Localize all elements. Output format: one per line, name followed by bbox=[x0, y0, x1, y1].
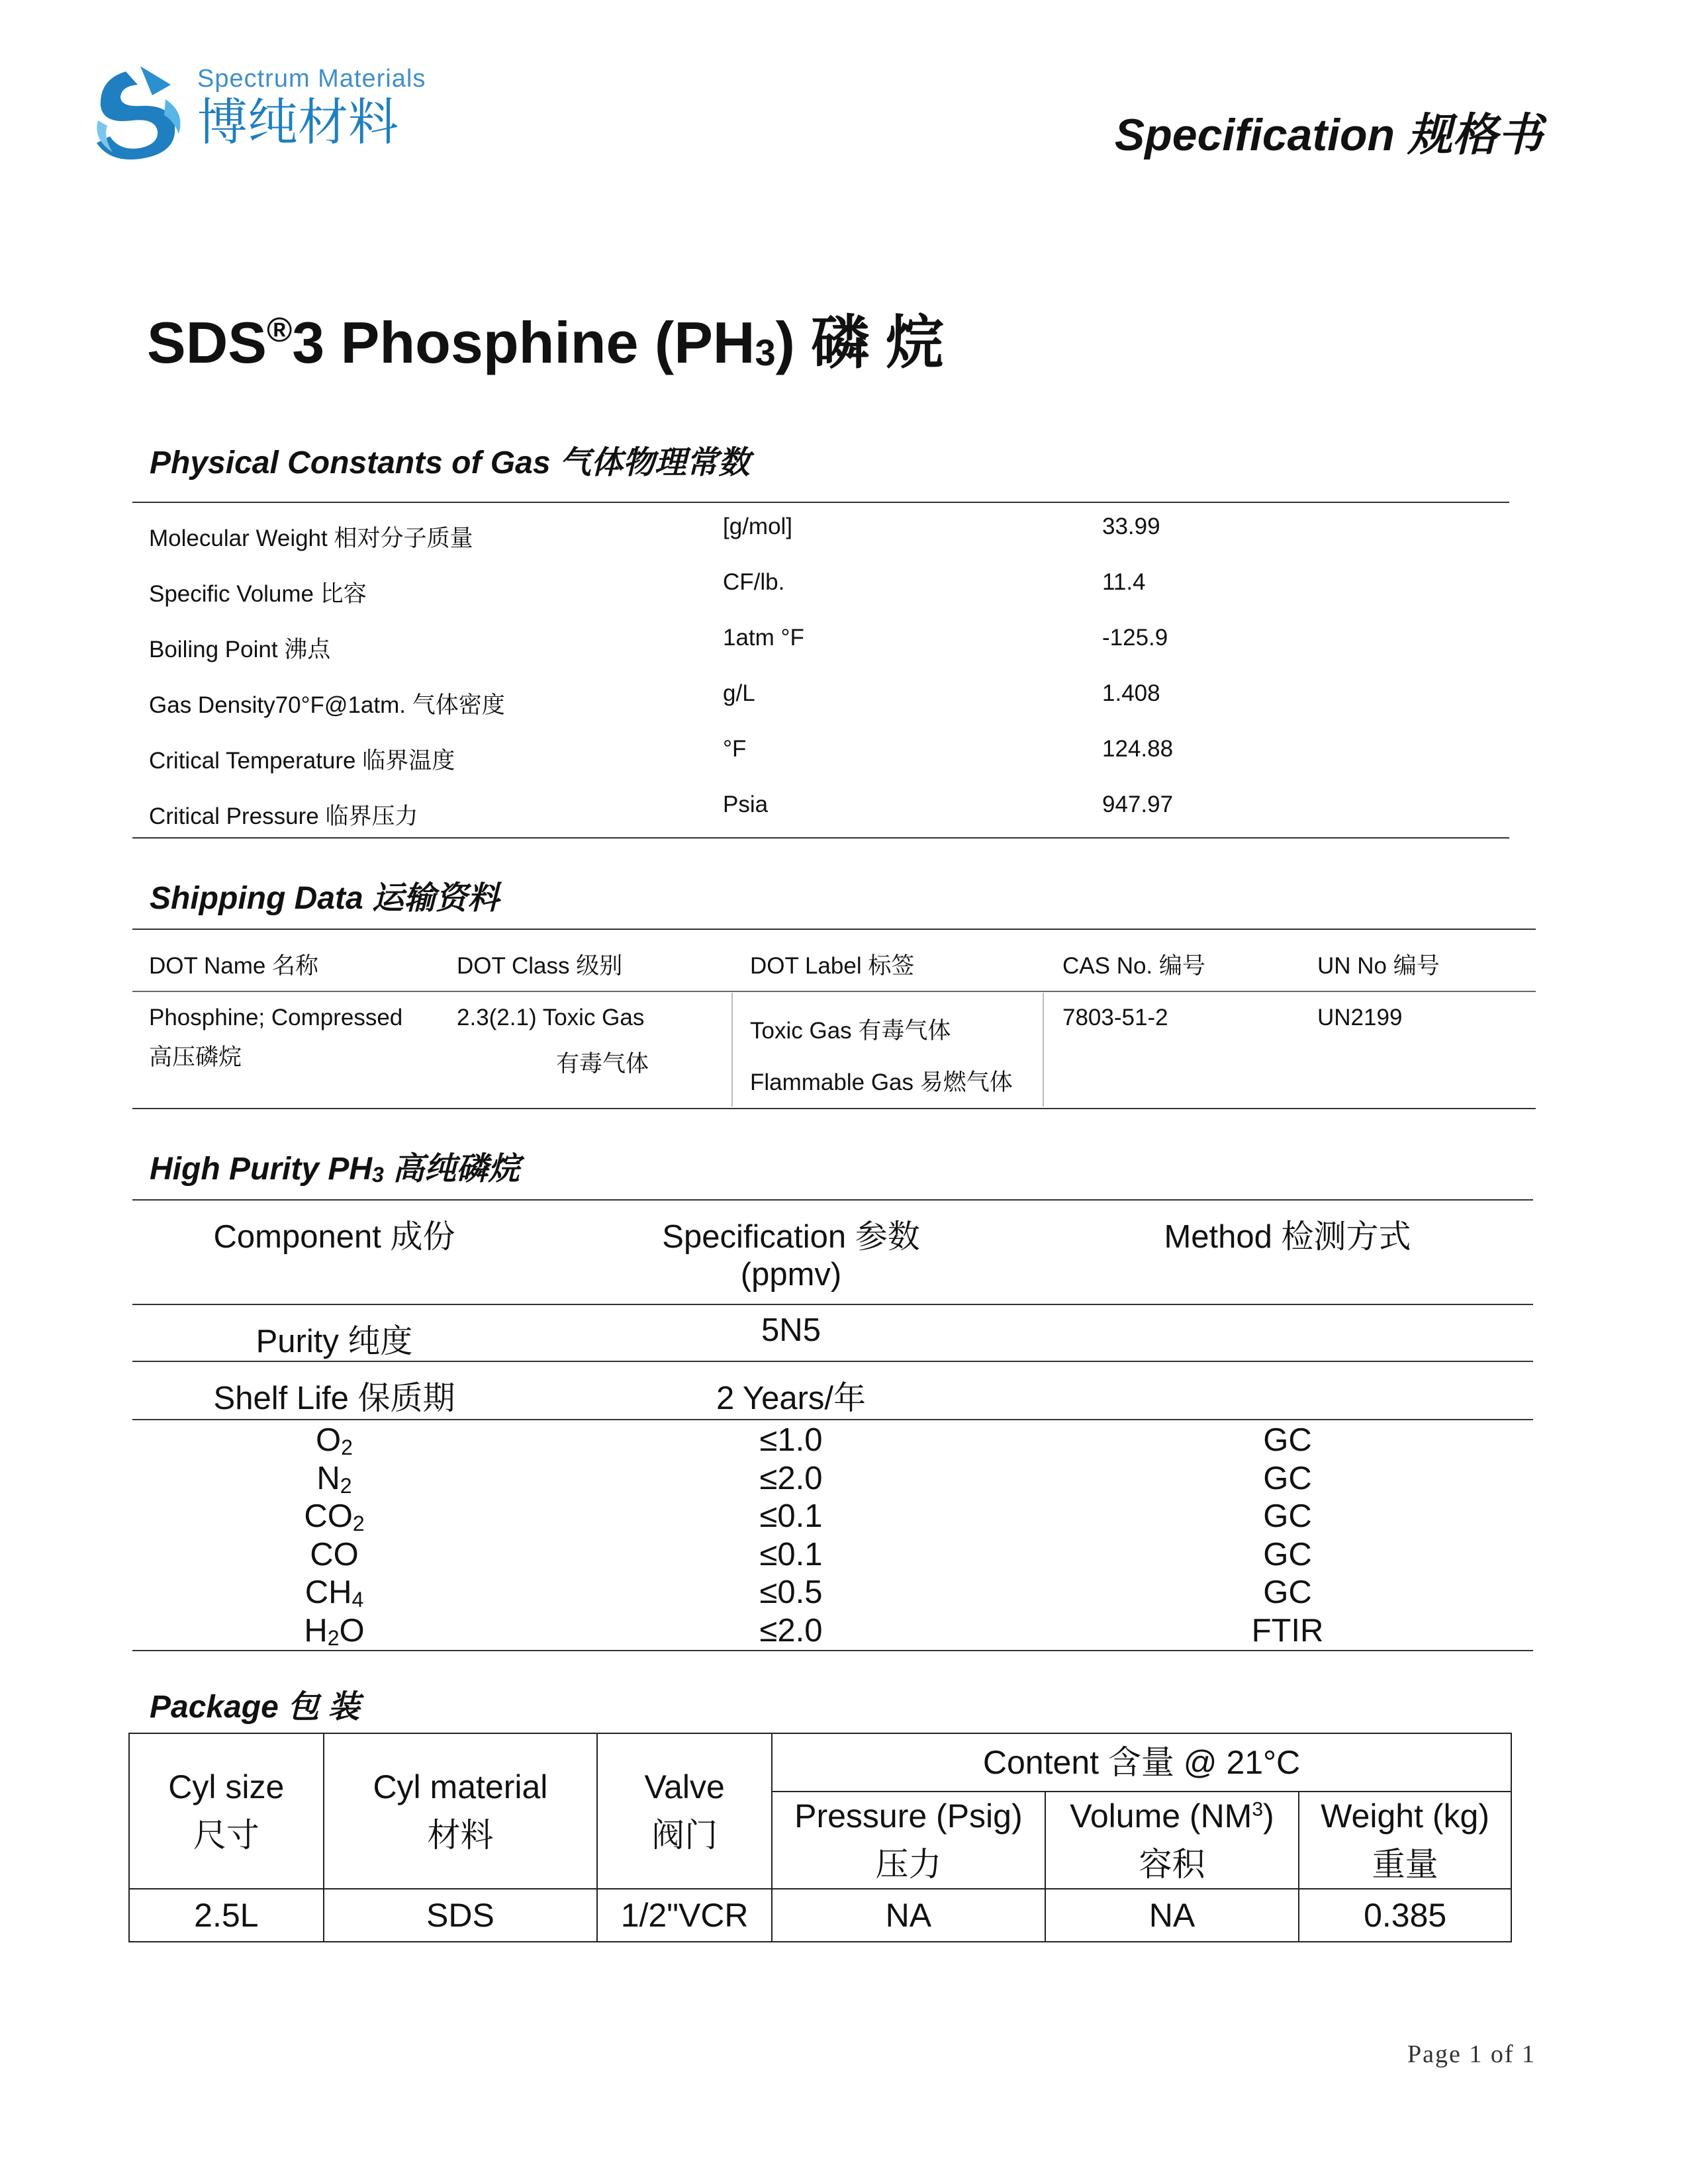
impurity-component: CO bbox=[310, 1536, 359, 1572]
company-logo bbox=[86, 60, 430, 165]
spectrum-s-logo-icon bbox=[86, 60, 192, 165]
document-type-title: Specification 规格书 bbox=[1114, 110, 1542, 160]
section-title-shipping: Shipping Data 运输资料 bbox=[150, 881, 500, 916]
cell-cyl-size: 2.5L bbox=[129, 1889, 324, 1942]
impurity-spec: ≤0.1 bbox=[759, 1536, 823, 1572]
cell-valve: 1/2"VCR bbox=[597, 1889, 772, 1942]
impurity-component: CH4 bbox=[305, 1574, 364, 1612]
cell-cyl-material: SDS bbox=[324, 1889, 598, 1942]
physical-constant-unit: °F bbox=[723, 736, 747, 762]
dot-label-toxic: Toxic Gas 有毒气体 bbox=[750, 1018, 951, 1044]
divider bbox=[731, 993, 733, 1107]
cell-pressure: NA bbox=[772, 1889, 1045, 1942]
dot-name-value: Phosphine; Compressed bbox=[149, 1005, 403, 1030]
physical-constant-name: Critical Temperature 临界温度 bbox=[149, 748, 455, 774]
shipping-header-dot-label: DOT Label 标签 bbox=[750, 953, 915, 979]
physical-constant-unit: g/L bbox=[723, 680, 755, 706]
physical-constant-name: Critical Pressure 临界压力 bbox=[149, 803, 418, 829]
shipping-header-cas: CAS No. 编号 bbox=[1062, 953, 1205, 979]
header-cyl-size: Cyl size 尺寸 bbox=[129, 1733, 324, 1889]
cell-volume: NA bbox=[1045, 1889, 1299, 1942]
impurity-spec: ≤2.0 bbox=[759, 1460, 823, 1496]
physical-constant-value: 947.97 bbox=[1102, 792, 1174, 817]
purity-header-spec: Specification 参数 bbox=[662, 1219, 920, 1255]
physical-constant-name: Gas Density70°F@1atm. 气体密度 bbox=[149, 692, 505, 718]
dot-name-value-cn: 高压磷烷 bbox=[149, 1044, 242, 1070]
impurity-spec: ≤1.0 bbox=[759, 1422, 823, 1458]
shipping-header-dot-name: DOT Name 名称 bbox=[149, 953, 319, 979]
physical-constant-value: 33.99 bbox=[1102, 514, 1160, 539]
header-volume: Volume $(NM^3)$ 容积 bbox=[1045, 1792, 1299, 1889]
impurity-component: O2 bbox=[316, 1422, 353, 1459]
dot-class-value: 2.3(2.1) Toxic Gas bbox=[457, 1005, 645, 1030]
physical-constant-unit: 1atm °F bbox=[723, 625, 804, 651]
physical-constant-unit: [g/mol] bbox=[723, 514, 793, 539]
header-valve: Valve 阀门 bbox=[597, 1733, 772, 1889]
header-content: Content 含量 @ 21°C bbox=[772, 1733, 1511, 1792]
physical-constant-value: 11.4 bbox=[1102, 569, 1146, 595]
divider bbox=[132, 837, 1509, 839]
divider bbox=[132, 1361, 1533, 1362]
impurity-method: GC bbox=[1263, 1574, 1312, 1610]
dot-label-flammable: Flammable Gas 易燃气体 bbox=[750, 1069, 1013, 1095]
package-table bbox=[128, 1733, 1512, 1942]
impurity-spec: ≤0.1 bbox=[759, 1498, 823, 1534]
purity-label: Purity 纯度 bbox=[256, 1324, 413, 1359]
physical-constant-unit: CF/lb. bbox=[723, 569, 785, 595]
purity-value: 5N5 bbox=[761, 1312, 821, 1348]
title-suffix: ) 磷 烷 bbox=[775, 310, 944, 375]
impurity-method: GC bbox=[1263, 1422, 1312, 1458]
divider bbox=[132, 1650, 1533, 1651]
purity-header-component: Component 成份 bbox=[213, 1219, 455, 1255]
section-title-physical: Physical Constants of Gas 气体物理常数 bbox=[150, 445, 750, 480]
physical-constant-value: -125.9 bbox=[1102, 625, 1168, 651]
impurity-component: N2 bbox=[316, 1460, 352, 1498]
impurity-spec: ≤2.0 bbox=[759, 1612, 823, 1649]
physical-constant-name: Boiling Point 沸点 bbox=[149, 637, 331, 662]
title-subscript: 3 bbox=[755, 332, 776, 373]
brand-name-cn: 博纯材料 bbox=[197, 95, 399, 151]
title-mid: 3 Phosphine (PH bbox=[292, 310, 755, 375]
section-title-purity: High Purity PH3 高纯磷烷 bbox=[150, 1152, 520, 1187]
impurity-method: GC bbox=[1263, 1536, 1312, 1572]
divider bbox=[132, 1108, 1536, 1109]
divider bbox=[1043, 993, 1044, 1107]
page-title bbox=[147, 311, 944, 375]
page-number: Page 1 of 1 bbox=[1407, 2040, 1536, 2068]
physical-constant-value: 124.88 bbox=[1102, 736, 1174, 762]
physical-constant-name: Specific Volume 比容 bbox=[149, 581, 367, 607]
physical-constant-unit: Psia bbox=[723, 792, 769, 817]
header-cyl-material: Cyl material 材料 bbox=[324, 1733, 598, 1889]
physical-constant-value: 1.408 bbox=[1102, 680, 1160, 706]
shelf-life-value: 2 Years/年 bbox=[716, 1381, 867, 1416]
title-prefix: SDS bbox=[147, 310, 267, 375]
purity-header-method: Method 检测方式 bbox=[1164, 1219, 1411, 1255]
dot-class-value-cn: 有毒气体 bbox=[556, 1051, 649, 1077]
divider bbox=[132, 929, 1536, 930]
impurity-method: FTIR bbox=[1251, 1612, 1324, 1649]
cas-number: 7803-51-2 bbox=[1062, 1005, 1168, 1030]
divider bbox=[132, 1199, 1533, 1201]
divider bbox=[132, 1304, 1533, 1305]
physical-constant-name: Molecular Weight 相对分子质量 bbox=[149, 525, 473, 551]
un-number: UN2199 bbox=[1317, 1005, 1403, 1030]
impurity-method: GC bbox=[1263, 1460, 1312, 1496]
divider bbox=[132, 1419, 1533, 1420]
cell-weight: 0.385 bbox=[1299, 1889, 1511, 1942]
impurity-method: GC bbox=[1263, 1498, 1312, 1534]
impurity-component: H2O bbox=[304, 1612, 365, 1650]
brand-name-en: Spectrum Materials bbox=[197, 65, 426, 93]
shipping-header-dot-class: DOT Class 级别 bbox=[457, 953, 623, 979]
header-pressure: Pressure (Psig) 压力 bbox=[772, 1792, 1045, 1889]
impurity-spec: ≤0.5 bbox=[759, 1574, 823, 1610]
purity-header-spec-unit: (ppmv) bbox=[740, 1257, 842, 1293]
shipping-header-un: UN No 编号 bbox=[1317, 953, 1440, 979]
shelf-life-label: Shelf Life 保质期 bbox=[213, 1381, 455, 1416]
header-weight: Weight (kg) 重量 bbox=[1299, 1792, 1511, 1889]
divider bbox=[132, 502, 1509, 503]
section-title-package: Package 包 装 bbox=[150, 1690, 360, 1725]
divider bbox=[132, 991, 1536, 992]
impurity-component: CO2 bbox=[304, 1498, 365, 1535]
registered-mark: ® bbox=[266, 311, 293, 349]
